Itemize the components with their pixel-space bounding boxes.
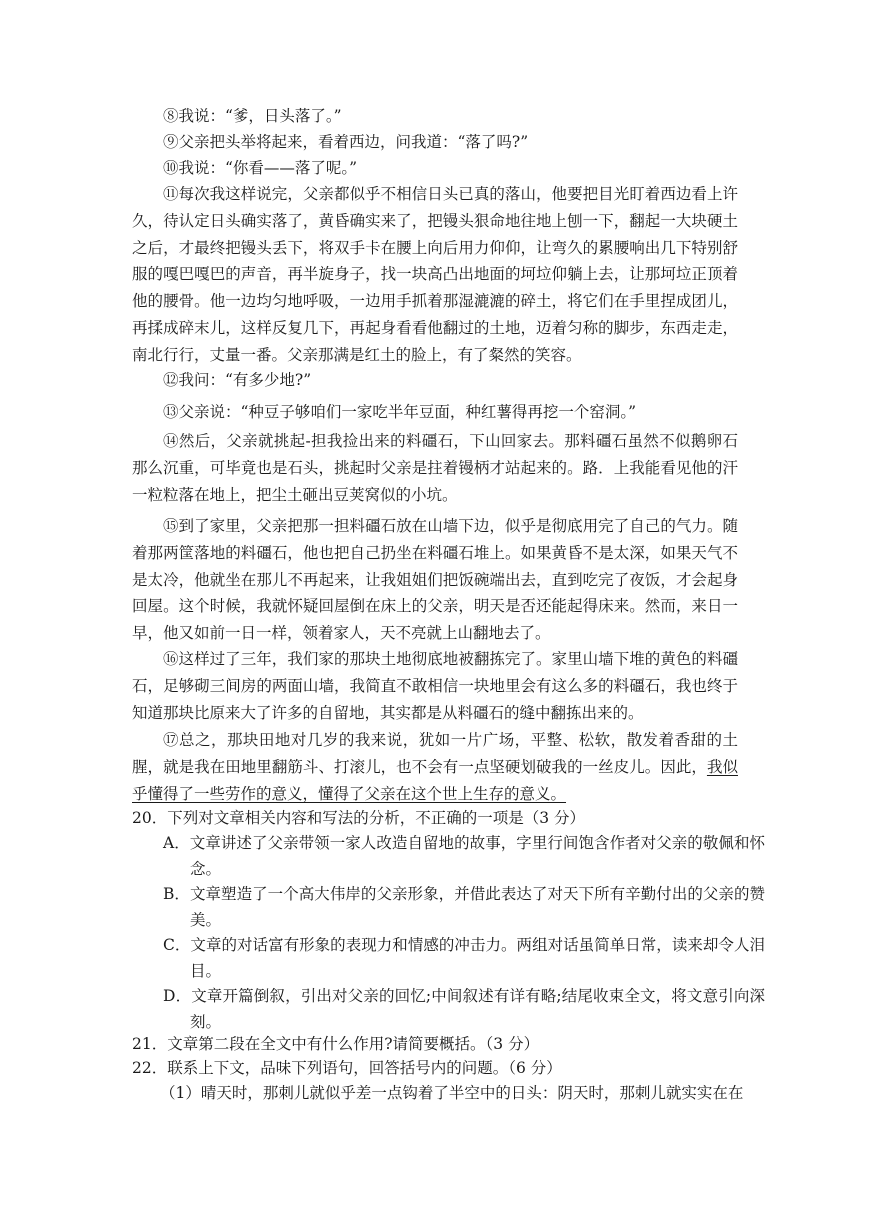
paragraph-13: ⑬父亲说：“种豆子够咱们一家吃半年豆面，种红薯得再挖一个窑洞。” xyxy=(163,403,637,421)
underlined-sentence: 我似乎懂得了一些劳作的意义，懂得了父亲在这个世上生存的意义。 xyxy=(132,757,738,803)
question-20-option-a: A．文章讲述了父亲带领一家人改造自留地的故事，字里行间饱含作者对父亲的敬佩和怀念。 xyxy=(163,834,765,878)
paragraph-16: ⑯这样过了三年，我们家的那块土地彻底地被翻拣完了。家里山墙下堆的黄色的料礓石，足够砌三间房的两面山墙，我简直不敢相信一块地里会有这么多的料礓石，我也终于知道那块比原来大了许多的自留地，其实都是从料礓石的缝中翻拣出来的。 xyxy=(132,650,738,722)
question-20-option-d: D．文章开篇倒叙，引出对父亲的回忆;中间叙述有详有略;结尾收束全文，将文意引向深刻。 xyxy=(163,987,765,1031)
paragraph-11: ⑪每次我这样说完，父亲都似乎不相信日头已真的落山，他要把目光盯着西边看上许久，待认定日头确实落了，黄昏确实来了，把镘头狠命地往地上刨一下，翻起一大块硬土之后，才最终把镘头丢下，将双手卡在腰上向后用力仰仰，让弯久的累腰响出几下特别舒服的嘎巴嘎巴的声音，再半旋身子，找一块高凸出地面的坷垃仰躺上去，让那坷垃正顶着他的腰骨。他一边均匀地呼吸，一边用手抓着那湿漉漉的碎土，将它们在手里捏成团儿，再揉成碎末儿，这样反复几下，再起身看看他翻过的土地，迈着匀称的脚步，东西走走，南北行行，丈量一番。父亲那满是红土的脸上，有了粲然的笑容。 xyxy=(132,185,738,364)
paragraph-17-text: ⑰总之，那块田地对几岁的我来说，犹如一片广场，平整、松软，散发着香甜的土腥，就是我在田地里翻筋斗、打滚儿，也不会有一点坚硬划破我的一丝皮儿。因此， xyxy=(132,731,738,776)
paragraph-10: ⑩我说：“你看——落了呢。” xyxy=(163,159,358,177)
question-20: 20．下列对文章相关内容和写法的分析，不正确的一项是（3 分） xyxy=(132,809,586,827)
paragraph-9: ⑨父亲把头举将起来，看着西边，问我道：“落了吗?” xyxy=(163,133,529,151)
paragraph-12: ⑫我问：“有多少地?” xyxy=(163,371,312,389)
paragraph-14: ⑭然后，父亲就挑起-担我捡出来的料礓石，下山回家去。那料礓石虽然不似鹅卵石那么沉重，可毕竟也是石头，挑起时父亲是拄着镘柄才站起来的。路．上我能看见他的汗一粒粒落在地上，把尘土砸出豆荚窝似的小坑。 xyxy=(132,432,738,504)
paragraph-8: ⑧我说：“爹，日头落了。” xyxy=(163,107,342,125)
question-22-item-1: （1）晴天时，那刺儿就似乎差一点钩着了半空中的日头：阴天时，那刺儿就实实在在 xyxy=(160,1084,744,1102)
question-21: 21．文章第二段在全文中有什么作用?请简要概括。（3 分） xyxy=(132,1035,540,1053)
question-20-option-c: C．文章的对话富有形象的表现力和情感的冲击力。两组对话虽简单日常，读来却令人泪目。 xyxy=(163,936,765,980)
paragraph-17 xyxy=(132,727,738,807)
paragraph-15: ⑮到了家里，父亲把那一担料礓石放在山墙下边，似乎是彻底用完了自己的气力。随着那两筐落地的料礓石，他也把自己扔坐在料礓石堆上。如果黄昏不是太深，如果天气不是太冷，他就坐在那儿不再起来，让我姐姐们把饭碗端出去，直到吃完了夜饭，才会起身回屋。这个时候，我就怀疑回屋倒在床上的父亲，明天是否还能起得床来。然而，来日一早，他又如前一日一样，领着家人，天不亮就上山翻地去了。 xyxy=(132,517,738,643)
question-20-option-b: B．文章塑造了一个高大伟岸的父亲形象，并借此表达了对天下所有辛勤付出的父亲的赞美。 xyxy=(163,885,765,929)
question-22: 22．联系上下文，品味下列语句，回答括号内的问题。（6 分） xyxy=(132,1059,562,1077)
